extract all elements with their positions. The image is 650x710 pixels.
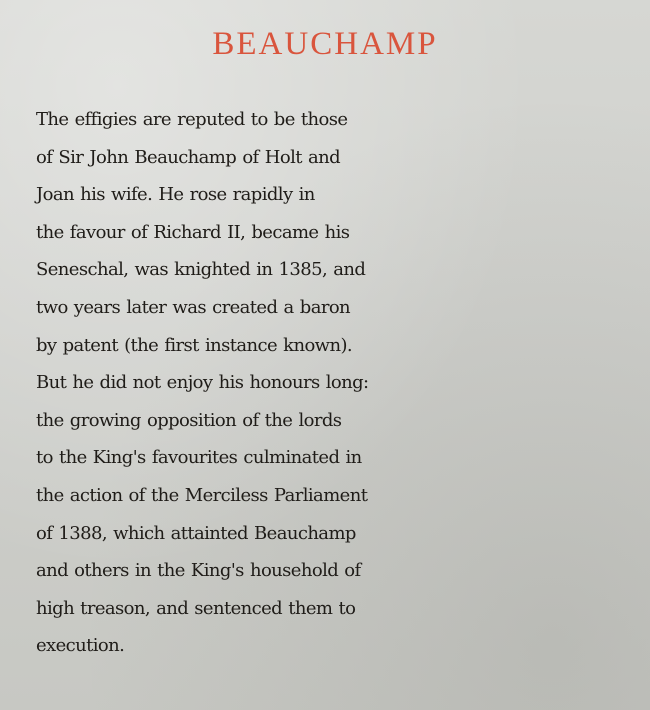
text-line: the favour of Richard II, became his (36, 221, 350, 243)
text-line: two years later was created a baron (36, 296, 351, 318)
text-line: of 1388, which attainted Beauchamp (36, 522, 356, 544)
text-line: by patent (the first instance known). (36, 334, 353, 356)
text-line: Joan his wife. He rose rapidly in (36, 184, 315, 206)
text-line: the growing opposition of the lords (36, 409, 342, 431)
text-line: execution. (36, 635, 125, 657)
plaque-body-text (36, 101, 636, 665)
text-line: of Sir John Beauchamp of Holt and (36, 146, 341, 168)
text-line: high treason, and sentenced them to (36, 597, 356, 619)
text-line: Seneschal, was knighted in 1385, and (36, 259, 366, 281)
text-line: and others in the King's household of (36, 560, 361, 582)
text-line: the action of the Merciless Parliament (36, 484, 368, 506)
text-line: to the King's favourites culminated in (36, 447, 362, 469)
text-line: The effigies are reputed to be those (36, 109, 348, 130)
text-line: But he did not enjoy his honours long: (36, 372, 369, 394)
plaque-title: BEAUCHAMP (212, 26, 438, 62)
